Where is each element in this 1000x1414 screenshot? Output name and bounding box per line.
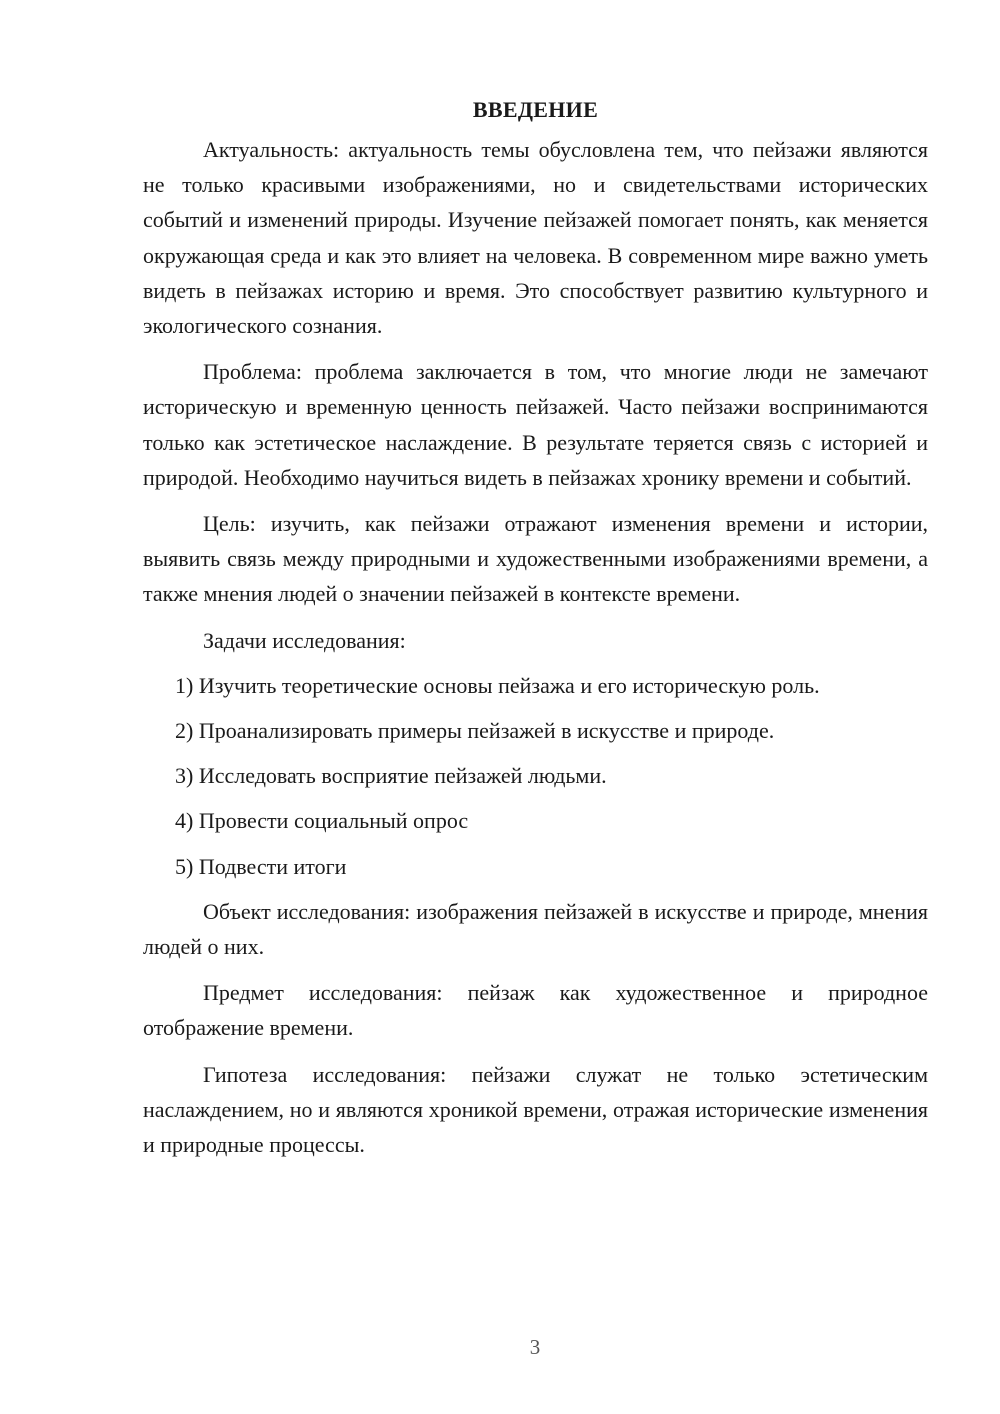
tasks-heading: Задачи исследования: [203,627,406,653]
page-number: 3 [529,1335,541,1359]
hypothesis-paragraph: Гипотеза исследования: пейзажи служат не только эстетическим наслаждением, но и являются хроникой времени, отражая исторические изменения и природные процессы. [143,1061,928,1158]
relevance-paragraph: Актуальность: актуальность темы обусловлена тем, что пейзажи являются не только красивыми изображениями, но и свидетельствами исторических событий и изменений природы. Изучение пейзажей помогает понять, как меняется окружающая среда и как это влияет на человека. В современном мире важно уметь видеть в пейзажах историю и время. Это способствует развитию культурного и экологического сознания. [143,137,928,339]
tasks-list [143,668,928,884]
task-item: 5) Подвести итоги [175,853,347,879]
task-item: 3) Исследовать восприятие пейзажей людьми. [175,763,607,789]
task-item: 4) Провести социальный опрос [175,808,469,834]
page-title: ВВЕДЕНИЕ [472,97,599,122]
task-item: 1) Изучить теоретические основы пейзажа и его историческую роль. [175,672,820,698]
object-paragraph: Объект исследования: изображения пейзажей в искусстве и природе, мнения людей о них. [143,898,928,960]
problem-paragraph: Проблема: проблема заключается в том, что многие люди не замечают историческую и временную ценность пейзажей. Часто пейзажи воспринимаются только как эстетическое наслаждение. В результате теряется связь с историей и природой. Необходимо научиться видеть в пейзажах хронику времени и событий. [143,359,928,490]
subject-paragraph: Предмет исследования: пейзаж как художественное и природное отображение времени. [143,980,928,1041]
document-page [143,92,928,1173]
task-item: 2) Проанализировать примеры пейзажей в искусстве и природе. [175,718,775,744]
goal-paragraph: Цель: изучить, как пейзажи отражают изменения времени и истории, выявить связь между природными и художественными изображениями времени, а также мнения людей о значении пейзажей в контексте времени. [143,511,928,607]
